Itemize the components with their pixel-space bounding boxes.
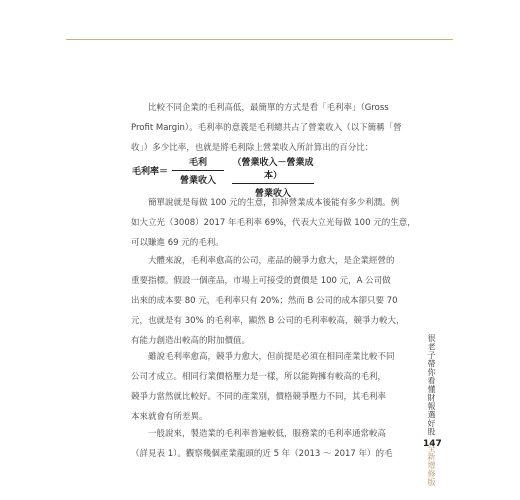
- formula-numerator: 毛利: [188, 158, 207, 168]
- text-line: 競爭力當然就比較好。不同的產業別，價格競爭壓力不同，其毛利率: [131, 392, 387, 402]
- paragraph-4: [131, 347, 393, 427]
- formula-denominator: 營業收入: [179, 176, 216, 186]
- text-line: 大體來說，毛利率愈高的公司，產品的競爭力愈大，是企業經營的: [148, 256, 395, 266]
- page-number: 147: [423, 439, 442, 449]
- text-line: 有能力創造出較高的附加價值。: [131, 336, 251, 346]
- book-title: 很老子帶你看懂財報選好股: [427, 334, 436, 436]
- formula-rhs: （營業收入－營業成本）: [232, 158, 314, 181]
- text-line: 如大立光（3008）2017 年毛利率 69%，代表大立光每做 100 元的生意，: [131, 218, 416, 228]
- text-line: （詳見表 1）。觀察幾個產業龍頭的近 5 年（2013 ～ 2017 年）的毛: [131, 449, 393, 459]
- text-line: 可以賺進 69 元的毛利。: [131, 238, 224, 248]
- book-edition: 全新增修版: [427, 444, 436, 487]
- paragraph-3: [131, 251, 405, 351]
- formula-fraction: [172, 155, 224, 186]
- paragraph-2: [131, 193, 416, 253]
- text-line: 收」）多少比率，也就是將毛利除上營業收入所計算出的百分比：: [131, 143, 374, 153]
- text-line: 一般說來，製造業的毛利率普遍較低，服務業的毛利率通常較高: [148, 429, 387, 439]
- text-line: 公司才成立。相同行業價格壓力是一樣，所以能夠擁有較高的毛利，: [131, 372, 387, 382]
- top-rule: [66, 39, 453, 40]
- text-line: 元，也就是有 30% 的毛利率，顯然 B 公司的毛利率較高，競爭力較大，: [131, 316, 405, 326]
- paragraph-1: [131, 98, 402, 158]
- text-line: 雖說毛利率愈高，競爭力愈大，但前提是必須在相同產業比較不同: [148, 352, 395, 362]
- text-line: 簡單說就是每做 100 元的生意，扣掉營業成本後能有多少利潤。例: [148, 198, 400, 208]
- text-line: 出來的成本要 80 元，毛利率只有 20%；然而 B 公司的成本卻只要 70: [131, 296, 398, 306]
- gross-margin-formula: [132, 155, 392, 199]
- text-line: 本來就會有所差異。: [131, 412, 208, 422]
- text-line: 比較不同企業的毛利高低，最簡單的方式是看「毛利率」（Gross: [148, 103, 389, 113]
- formula-lhs: 毛利率＝: [132, 167, 169, 177]
- running-title: [426, 334, 437, 487]
- text-line: Profit Margin）。毛利率的意義是毛利總共占了營業收入（以下簡稱「營: [131, 123, 402, 133]
- paragraph-5: [131, 424, 393, 464]
- text-line: 重要指標。假設一個產品，市場上可接受的賣價是 100 元，A 公司做: [131, 276, 391, 286]
- formula-rhs-denominator: 營業收入: [254, 189, 291, 199]
